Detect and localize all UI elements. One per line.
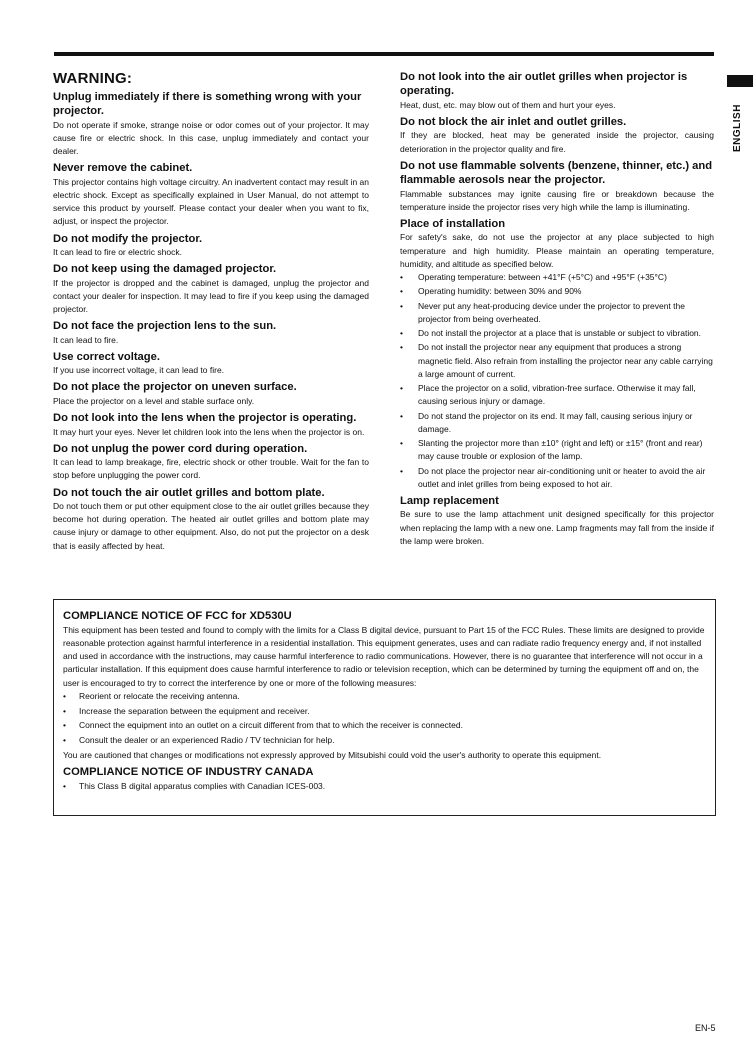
fcc-caution: You are cautioned that changes or modifications not expressly approved by Mitsubishi could void the user's authority to operate this equipment. — [63, 749, 602, 760]
list-item-text: Consult the dealer or an experienced Radio / TV technician for help. — [79, 735, 335, 746]
bullet-icon: • — [400, 342, 403, 353]
warning-title: WARNING: — [53, 70, 133, 87]
list-item — [400, 327, 714, 340]
section-text: Place the projector on a level and stable surface only. — [53, 395, 255, 406]
top-rule — [54, 52, 714, 56]
right-column — [400, 70, 714, 548]
lamp-heading: Lamp replacement — [400, 495, 499, 508]
section-text: Do not operate if smoke, strange noise or odor comes out of your projector. It may cause fire or electric shock. In this case, unplug immediately and contact your dealer. — [53, 119, 369, 157]
list-item — [400, 382, 714, 408]
section-heading: Do not face the projection lens to the sun. — [53, 320, 277, 333]
bullet-icon: • — [63, 705, 66, 716]
list-item-text: Increase the separation between the equipment and receiver. — [79, 705, 310, 716]
list-item — [400, 300, 714, 326]
section-heading: Do not unplug the power cord during operation. — [53, 442, 308, 455]
lamp-text: Be sure to use the lamp attachment unit designed specifically for this projector when replacing the lamp with a new one. Lamp fragments may fall from the inside if the lamp were broken. — [400, 509, 714, 546]
list-item-text: Slanting the projector more than ±10° (right and left) or ±15° (front and rear) may cause trouble or explosion of the lamp. — [418, 438, 703, 462]
section-text: It can lead to lamp breakage, fire, electric shock or other trouble. Wait for the fan to stop before unplugging the power cord. — [53, 457, 369, 481]
list-item — [400, 410, 714, 436]
section-text: If the projector is dropped and the cabinet is damaged, unplug the projector and contact your dealer for inspection. It may lead to fire if you keep using the damaged projector. — [53, 277, 369, 315]
list-item-text: Operating humidity: between 30% and 90% — [418, 286, 582, 297]
list-item-text: Connect the equipment into an outlet on a circuit different from that to which the receiver is connected. — [79, 720, 463, 731]
list-item-text: Do not stand the projector on its end. It may fall, causing serious injury or damage. — [418, 410, 693, 434]
list-item — [400, 341, 714, 381]
bullet-icon: • — [63, 720, 66, 731]
list-item-text: Reorient or relocate the receiving antenna. — [79, 690, 240, 701]
language-tab-label: ENGLISH — [732, 104, 743, 152]
list-item-text: Operating temperature: between +41°F (+5°C) and +95°F (+35°C) — [418, 272, 667, 283]
page-number: EN-5 — [695, 1023, 716, 1033]
fcc-list — [63, 690, 705, 747]
fcc-heading: COMPLIANCE NOTICE OF FCC for XD530U — [63, 610, 292, 622]
section-text: Flammable substances may ignite causing fire or breakdown because the temperature inside the projector rises very high while the lamp is illuminating. — [400, 188, 714, 212]
section-text: This projector contains high voltage circuitry. An inadvertent contact may result in an electric shock. Except as specifically explained in User Manual, do not attempt to service this product by yourself. Please contact your dealer when you want to fix, adjust, or inspect the projector. — [53, 176, 369, 227]
compliance-box — [53, 599, 716, 816]
list-item — [63, 734, 705, 747]
canada-heading: COMPLIANCE NOTICE OF INDUSTRY CANADA — [63, 766, 314, 779]
bullet-icon: • — [400, 272, 403, 283]
left-column — [53, 70, 369, 553]
section-heading: Do not look into the air outlet grilles when projector is operating. — [400, 71, 688, 98]
bullet-icon: • — [400, 286, 403, 297]
list-item — [400, 465, 714, 491]
section-text: If they are blocked, heat may be generated inside the projector, causing deterioration in the projector quality and fire. — [400, 130, 714, 154]
section-heading: Do not keep using the damaged projector. — [53, 263, 277, 276]
installation-heading: Place of installation — [400, 218, 506, 231]
bullet-icon: • — [63, 780, 66, 791]
list-item — [400, 271, 714, 284]
installation-list — [400, 271, 714, 491]
list-item — [63, 719, 705, 732]
bullet-icon: • — [400, 300, 403, 311]
list-item — [63, 780, 705, 793]
bullet-icon: • — [400, 328, 403, 339]
section-text: Heat, dust, etc. may blow out of them and hurt your eyes. — [400, 99, 616, 110]
section-heading: Unplug immediately if there is something wrong with your projector. — [53, 91, 362, 118]
section-heading: Use correct voltage. — [53, 350, 160, 363]
list-item-text: Do not install the projector near any equipment that produces a strong magnetic field. Also refrain from installing the projector near any cable carrying a large amount of current. — [418, 342, 713, 379]
language-tab-marker — [727, 75, 753, 87]
bullet-icon: • — [400, 410, 403, 421]
section-text: It can lead to fire or electric shock. — [53, 247, 182, 258]
list-item-text: This Class B digital apparatus complies with Canadian ICES-003. — [79, 780, 326, 791]
bullet-icon: • — [400, 438, 403, 449]
bullet-icon: • — [63, 735, 66, 746]
section-text: It may hurt your eyes. Never let children look into the lens when the projector is on. — [53, 426, 365, 437]
list-item — [63, 690, 705, 703]
list-item-text: Never put any heat-producing device under the projector to prevent the projector from being overheated. — [418, 300, 685, 324]
list-item-text: Place the projector on a solid, vibration-free surface. Otherwise it may fall, causing serious injury or damage. — [418, 383, 696, 407]
list-item-text: Do not place the projector near air-conditioning unit or heater to avoid the air outlet and inlet grilles from being exposed to hot air. — [418, 465, 706, 489]
section-heading: Do not look into the lens when the projector is operating. — [53, 412, 357, 425]
section-text: Do not touch them or put other equipment close to the air outlet grilles because they become hot during operation. The heated air outlet grilles and bottom plate may cause injury or damage to other equipment. Also, do not put the projector on a desk that is easily affected by heat. — [53, 500, 369, 551]
section-text: It can lead to fire. — [53, 334, 119, 345]
section-heading: Never remove the cabinet. — [53, 162, 193, 175]
section-text: If you use incorrect voltage, it can lead to fire. — [53, 365, 225, 376]
list-item — [400, 285, 714, 298]
section-heading: Do not use flammable solvents (benzene, thinner, etc.) and flammable aerosols near the projector. — [400, 159, 713, 187]
list-item-text: Do not install the projector at a place that is unstable or subject to vibration. — [418, 328, 702, 339]
section-heading: Do not modify the projector. — [53, 232, 203, 245]
section-heading: Do not place the projector on uneven surface. — [53, 381, 297, 394]
bullet-icon: • — [63, 690, 66, 701]
fcc-text: This equipment has been tested and found to comply with the limits for a Class B digital device, pursuant to Part 15 of the FCC Rules. These limits are designed to provide reasonable protection against harmful interference in a residential installation. This equipment generates, uses and can radiate radio frequency energy and, if not installed and used in accordance with the instructions, may cause harmful interference to radio communications. However, there is no guarantee that interference will not occur in a particular installation. If this equipment does cause harmful interference to radio or television reception, which can be determined by turning the equipment off and on, the user is encouraged to try to correct the interference by one or more of the following measures: — [63, 624, 705, 688]
installation-text: For safety's sake, do not use the projector at any place subjected to high temperature and high humidity. Please maintain an operating temperature, humidity, and altitude as specified below. — [400, 232, 714, 269]
list-item — [63, 705, 705, 718]
section-heading: Do not touch the air outlet grilles and bottom plate. — [53, 486, 325, 499]
bullet-icon: • — [400, 465, 403, 476]
section-heading: Do not block the air inlet and outlet grilles. — [400, 116, 627, 129]
canada-list — [63, 780, 705, 793]
bullet-icon: • — [400, 383, 403, 394]
list-item — [400, 437, 714, 463]
